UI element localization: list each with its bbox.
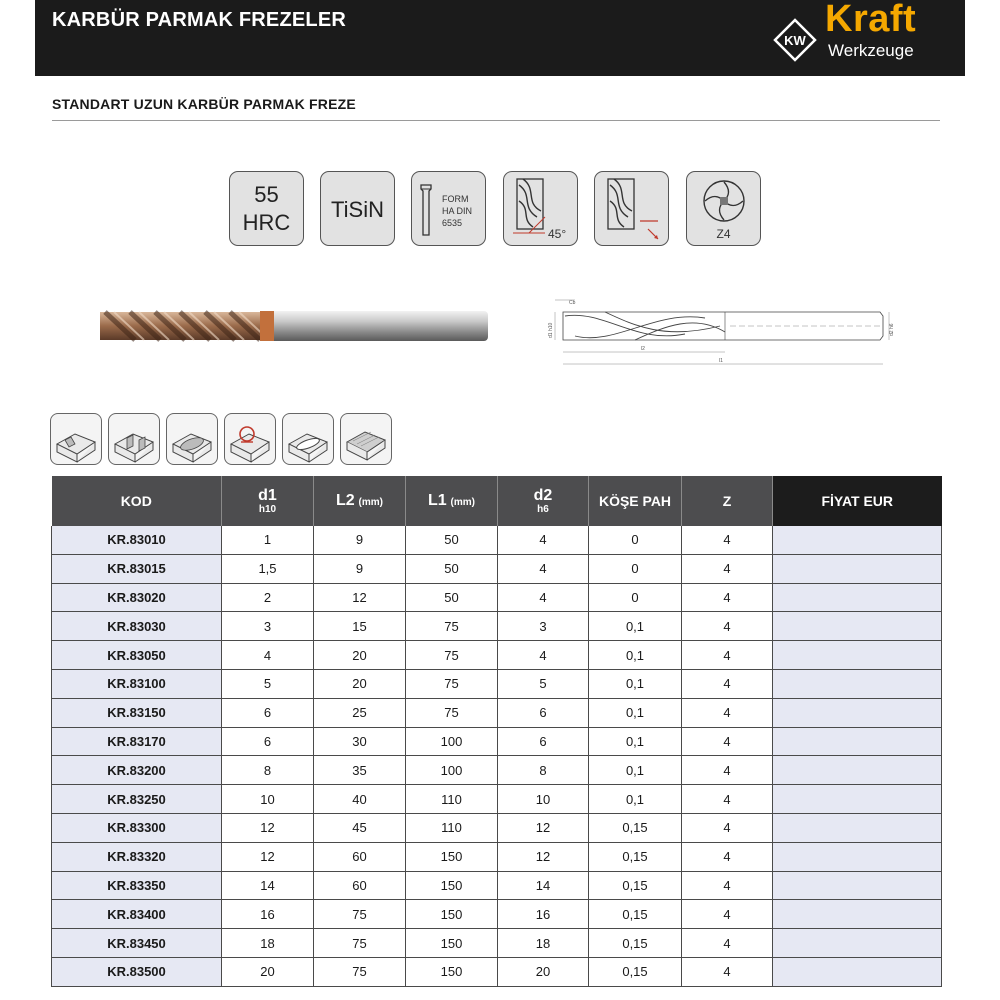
cell-d1: 20 <box>222 957 314 986</box>
cell-kod: KR.83170 <box>52 727 222 756</box>
cell-l1: 50 <box>406 583 498 612</box>
table-row <box>52 900 942 929</box>
cell-price <box>773 583 942 612</box>
coating-text: TiSiN <box>331 197 384 222</box>
cell-d2: 8 <box>498 756 589 785</box>
spec-table <box>51 476 942 987</box>
cell-d1: 4 <box>222 641 314 670</box>
cell-price <box>773 756 942 785</box>
cell-d2: 16 <box>498 900 589 929</box>
cell-d2: 18 <box>498 929 589 958</box>
cell-l1: 100 <box>406 727 498 756</box>
table-row <box>52 583 942 612</box>
cell-d2: 10 <box>498 785 589 814</box>
cell-l2: 20 <box>314 669 406 698</box>
cell-d1: 1,5 <box>222 554 314 583</box>
cell-z: 4 <box>682 526 773 554</box>
page-header <box>35 0 965 76</box>
cell-d2: 4 <box>498 641 589 670</box>
cell-d2: 4 <box>498 554 589 583</box>
cell-l2: 12 <box>314 583 406 612</box>
cell-z: 4 <box>682 929 773 958</box>
cell-price <box>773 813 942 842</box>
center-cut-badge <box>594 171 669 246</box>
cell-z: 4 <box>682 900 773 929</box>
cell-price <box>773 698 942 727</box>
cell-kose: 0 <box>589 526 682 554</box>
cell-z: 4 <box>682 727 773 756</box>
form-badge <box>411 171 486 246</box>
table-row <box>52 813 942 842</box>
cell-kod: KR.83030 <box>52 612 222 641</box>
cell-l2: 45 <box>314 813 406 842</box>
shank-icon <box>418 183 434 237</box>
logo-brand-text: Kraft <box>825 0 917 40</box>
cell-price <box>773 957 942 986</box>
cell-l1: 50 <box>406 554 498 583</box>
helix-angle-badge <box>503 171 578 246</box>
col-header-l1: L1 (mm) <box>406 476 498 526</box>
cell-z: 4 <box>682 669 773 698</box>
cell-l2: 75 <box>314 957 406 986</box>
cell-kose: 0,15 <box>589 929 682 958</box>
cell-d2: 6 <box>498 698 589 727</box>
col-header-d1: d1 h10 <box>222 476 314 526</box>
cell-d2: 4 <box>498 583 589 612</box>
cell-l2: 25 <box>314 698 406 727</box>
cell-kod: KR.83500 <box>52 957 222 986</box>
cell-l2: 75 <box>314 929 406 958</box>
table-row <box>52 526 942 554</box>
cell-z: 4 <box>682 641 773 670</box>
d2-label: d2 h6 <box>889 323 895 336</box>
cell-d1: 2 <box>222 583 314 612</box>
end-mill-photo <box>100 308 490 344</box>
cell-l1: 75 <box>406 669 498 698</box>
cell-kod: KR.83300 <box>52 813 222 842</box>
four-flute-icon <box>701 178 747 224</box>
hardness-badge <box>229 171 304 246</box>
chamfer-label: Cb <box>569 300 576 306</box>
cell-l2: 35 <box>314 756 406 785</box>
form-line3: 6535 <box>442 218 463 228</box>
cell-kose: 0,15 <box>589 900 682 929</box>
face-milling-icon <box>340 413 392 465</box>
cell-kose: 0,1 <box>589 669 682 698</box>
cell-kose: 0,1 <box>589 756 682 785</box>
cell-d2: 12 <box>498 842 589 871</box>
slot-pocket-icon <box>282 413 334 465</box>
cell-l1: 75 <box>406 698 498 727</box>
cell-d1: 1 <box>222 526 314 554</box>
cell-l1: 75 <box>406 612 498 641</box>
cell-z: 4 <box>682 785 773 814</box>
cell-l1: 75 <box>406 641 498 670</box>
cell-z: 4 <box>682 813 773 842</box>
table-row <box>52 871 942 900</box>
cell-l1: 150 <box>406 929 498 958</box>
section-divider <box>52 120 940 121</box>
table-row <box>52 756 942 785</box>
cell-price <box>773 871 942 900</box>
cell-d2: 4 <box>498 526 589 554</box>
cell-price <box>773 641 942 670</box>
col-header-l2: L2 (mm) <box>314 476 406 526</box>
l2-label: l2 <box>641 346 645 352</box>
cell-l1: 110 <box>406 785 498 814</box>
cell-d2: 12 <box>498 813 589 842</box>
cell-l2: 60 <box>314 871 406 900</box>
cell-kod: KR.83400 <box>52 900 222 929</box>
logo-mark: KW <box>784 33 806 48</box>
table-row <box>52 842 942 871</box>
cell-l1: 150 <box>406 871 498 900</box>
cell-kod: KR.83450 <box>52 929 222 958</box>
cell-d2: 6 <box>498 727 589 756</box>
cell-z: 4 <box>682 698 773 727</box>
cell-kose: 0,15 <box>589 813 682 842</box>
cell-z: 4 <box>682 871 773 900</box>
cell-kod: KR.83350 <box>52 871 222 900</box>
cell-l1: 150 <box>406 957 498 986</box>
cell-price <box>773 727 942 756</box>
cell-kod: KR.83200 <box>52 756 222 785</box>
kraft-logo <box>773 0 943 64</box>
flutes-badge <box>686 171 761 246</box>
cell-price <box>773 929 942 958</box>
cell-l1: 50 <box>406 526 498 554</box>
cell-kose: 0,1 <box>589 612 682 641</box>
cell-l1: 150 <box>406 842 498 871</box>
cell-d1: 8 <box>222 756 314 785</box>
cell-d2: 5 <box>498 669 589 698</box>
l1-label: l1 <box>719 358 723 364</box>
cell-z: 4 <box>682 583 773 612</box>
cell-d1: 18 <box>222 929 314 958</box>
cell-kod: KR.83010 <box>52 526 222 554</box>
cell-l2: 75 <box>314 900 406 929</box>
pocket-milling-icon <box>166 413 218 465</box>
cell-kose: 0,1 <box>589 698 682 727</box>
cell-l2: 9 <box>314 554 406 583</box>
cell-d1: 6 <box>222 727 314 756</box>
col-header-d2: d2 h6 <box>498 476 589 526</box>
cell-d1: 10 <box>222 785 314 814</box>
cell-price <box>773 669 942 698</box>
cell-d1: 16 <box>222 900 314 929</box>
cell-price <box>773 785 942 814</box>
cell-z: 4 <box>682 554 773 583</box>
table-row <box>52 698 942 727</box>
cell-z: 4 <box>682 612 773 641</box>
table-row <box>52 727 942 756</box>
logo-sub-text: Werkzeuge <box>828 41 914 60</box>
cell-z: 4 <box>682 957 773 986</box>
cell-kod: KR.83150 <box>52 698 222 727</box>
cell-kod: KR.83050 <box>52 641 222 670</box>
table-row <box>52 612 942 641</box>
cell-d1: 12 <box>222 842 314 871</box>
cell-kose: 0,15 <box>589 957 682 986</box>
cell-kod: KR.83250 <box>52 785 222 814</box>
coating-badge <box>320 171 395 246</box>
table-row <box>52 554 942 583</box>
cell-kose: 0,15 <box>589 871 682 900</box>
cell-d1: 5 <box>222 669 314 698</box>
center-cut-icon <box>600 177 664 241</box>
cell-price <box>773 842 942 871</box>
cell-kod: KR.83320 <box>52 842 222 871</box>
cell-kose: 0 <box>589 583 682 612</box>
form-line1: FORM <box>442 194 469 204</box>
cell-price <box>773 900 942 929</box>
cell-kose: 0,1 <box>589 785 682 814</box>
end-mill-drawing <box>545 296 895 368</box>
cell-price <box>773 612 942 641</box>
side-milling-icon <box>108 413 160 465</box>
hardness-value: 55 <box>254 182 279 207</box>
cell-d1: 6 <box>222 698 314 727</box>
col-header-price: FİYAT EUR <box>773 476 942 526</box>
cell-kod: KR.83015 <box>52 554 222 583</box>
cell-kose: 0 <box>589 554 682 583</box>
cell-price <box>773 526 942 554</box>
cell-d2: 14 <box>498 871 589 900</box>
cell-l2: 40 <box>314 785 406 814</box>
cell-kose: 0,1 <box>589 641 682 670</box>
cell-kose: 0,1 <box>589 727 682 756</box>
cell-l1: 100 <box>406 756 498 785</box>
cell-l2: 9 <box>314 526 406 554</box>
page-title: KARBÜR PARMAK FREZELER <box>52 9 347 31</box>
cell-kod: KR.83020 <box>52 583 222 612</box>
cell-l2: 15 <box>314 612 406 641</box>
cell-z: 4 <box>682 842 773 871</box>
d1-label: d1 h10 <box>548 322 554 338</box>
cell-d1: 3 <box>222 612 314 641</box>
plunge-milling-icon <box>224 413 276 465</box>
cell-l2: 60 <box>314 842 406 871</box>
flutes-text: Z4 <box>716 227 731 241</box>
col-header-kose-pah: KÖŞE PAH <box>589 476 682 526</box>
section-title: STANDART UZUN KARBÜR PARMAK FREZE <box>52 96 356 112</box>
cell-kod: KR.83100 <box>52 669 222 698</box>
cell-price <box>773 554 942 583</box>
cell-d1: 12 <box>222 813 314 842</box>
hardness-unit: HRC <box>242 210 291 235</box>
col-header-kod: KOD <box>52 476 222 526</box>
table-row <box>52 669 942 698</box>
cell-l2: 20 <box>314 641 406 670</box>
table-row <box>52 929 942 958</box>
kw-diamond-icon <box>773 18 817 62</box>
cell-l2: 30 <box>314 727 406 756</box>
cell-l1: 150 <box>406 900 498 929</box>
helix-angle-text: 45° <box>548 227 567 241</box>
col-header-z: Z <box>682 476 773 526</box>
slotting-icon <box>50 413 102 465</box>
cell-l1: 110 <box>406 813 498 842</box>
cell-kose: 0,15 <box>589 842 682 871</box>
cell-z: 4 <box>682 756 773 785</box>
cell-d1: 14 <box>222 871 314 900</box>
table-row <box>52 641 942 670</box>
form-line2: HA DIN <box>442 206 473 216</box>
cell-d2: 3 <box>498 612 589 641</box>
spec-table-body <box>52 526 942 986</box>
table-row <box>52 785 942 814</box>
cell-d2: 20 <box>498 957 589 986</box>
table-row <box>52 957 942 986</box>
table-header-row <box>52 476 942 526</box>
